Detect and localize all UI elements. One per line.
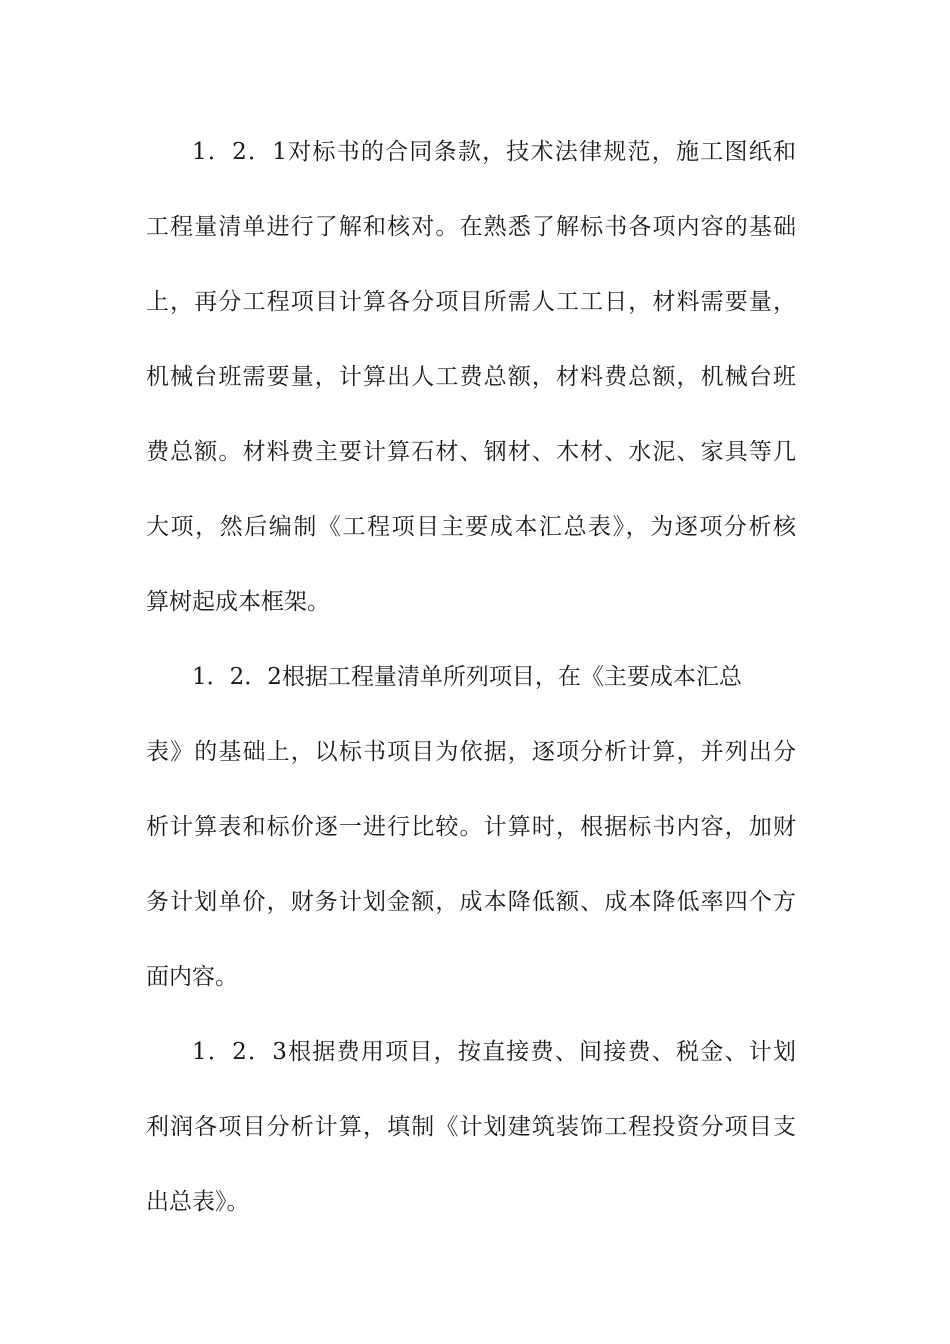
document-body: [146, 128, 796, 1253]
paragraph-1-2-3: [146, 1028, 796, 1253]
paragraph-line: 费总额。材料费主要计算石材、钢材、木材、水泥、家具等几: [146, 439, 796, 465]
paragraph-line: 务计划单价，财务计划金额，成本降低额、成本降低率四个方: [146, 889, 796, 915]
paragraph-line: 工程量清单进行了解和核对。在熟悉了解标书各项内容的基础: [146, 214, 796, 240]
paragraph-line: 利润各项目分析计算，填制《计划建筑装饰工程投资分项目支: [146, 1114, 796, 1140]
paragraph-1-2-1: [146, 128, 796, 653]
paragraph-line: 算树起成本框架。: [146, 589, 330, 615]
paragraph-line: 表》的基础上，以标书项目为依据，逐项分析计算，并列出分: [146, 739, 796, 765]
paragraph-line: 上，再分工程项目计算各分项目所需人工工日，材料需要量，: [146, 289, 796, 315]
paragraph-line: 1．2．1对标书的合同条款，技术法律规范，施工图纸和: [192, 139, 796, 165]
paragraph-line: 出总表》。: [146, 1189, 250, 1215]
paragraph-1-2-2: [146, 653, 796, 1028]
paragraph-line: 析计算表和标价逐一进行比较。计算时，根据标书内容，加财: [146, 814, 796, 840]
paragraph-line: 1．2．2根据工程量清单所列项目，在《主要成本汇总: [192, 664, 742, 690]
paragraph-line: 大项，然后编制《工程项目主要成本汇总表》，为逐项分析核: [146, 514, 796, 540]
paragraph-line: 1．2．3根据费用项目，按直接费、间接费、税金、计划: [192, 1039, 796, 1065]
paragraph-line: 面内容。: [146, 964, 238, 990]
paragraph-line: 机械台班需要量，计算出人工费总额，材料费总额，机械台班: [146, 364, 796, 390]
